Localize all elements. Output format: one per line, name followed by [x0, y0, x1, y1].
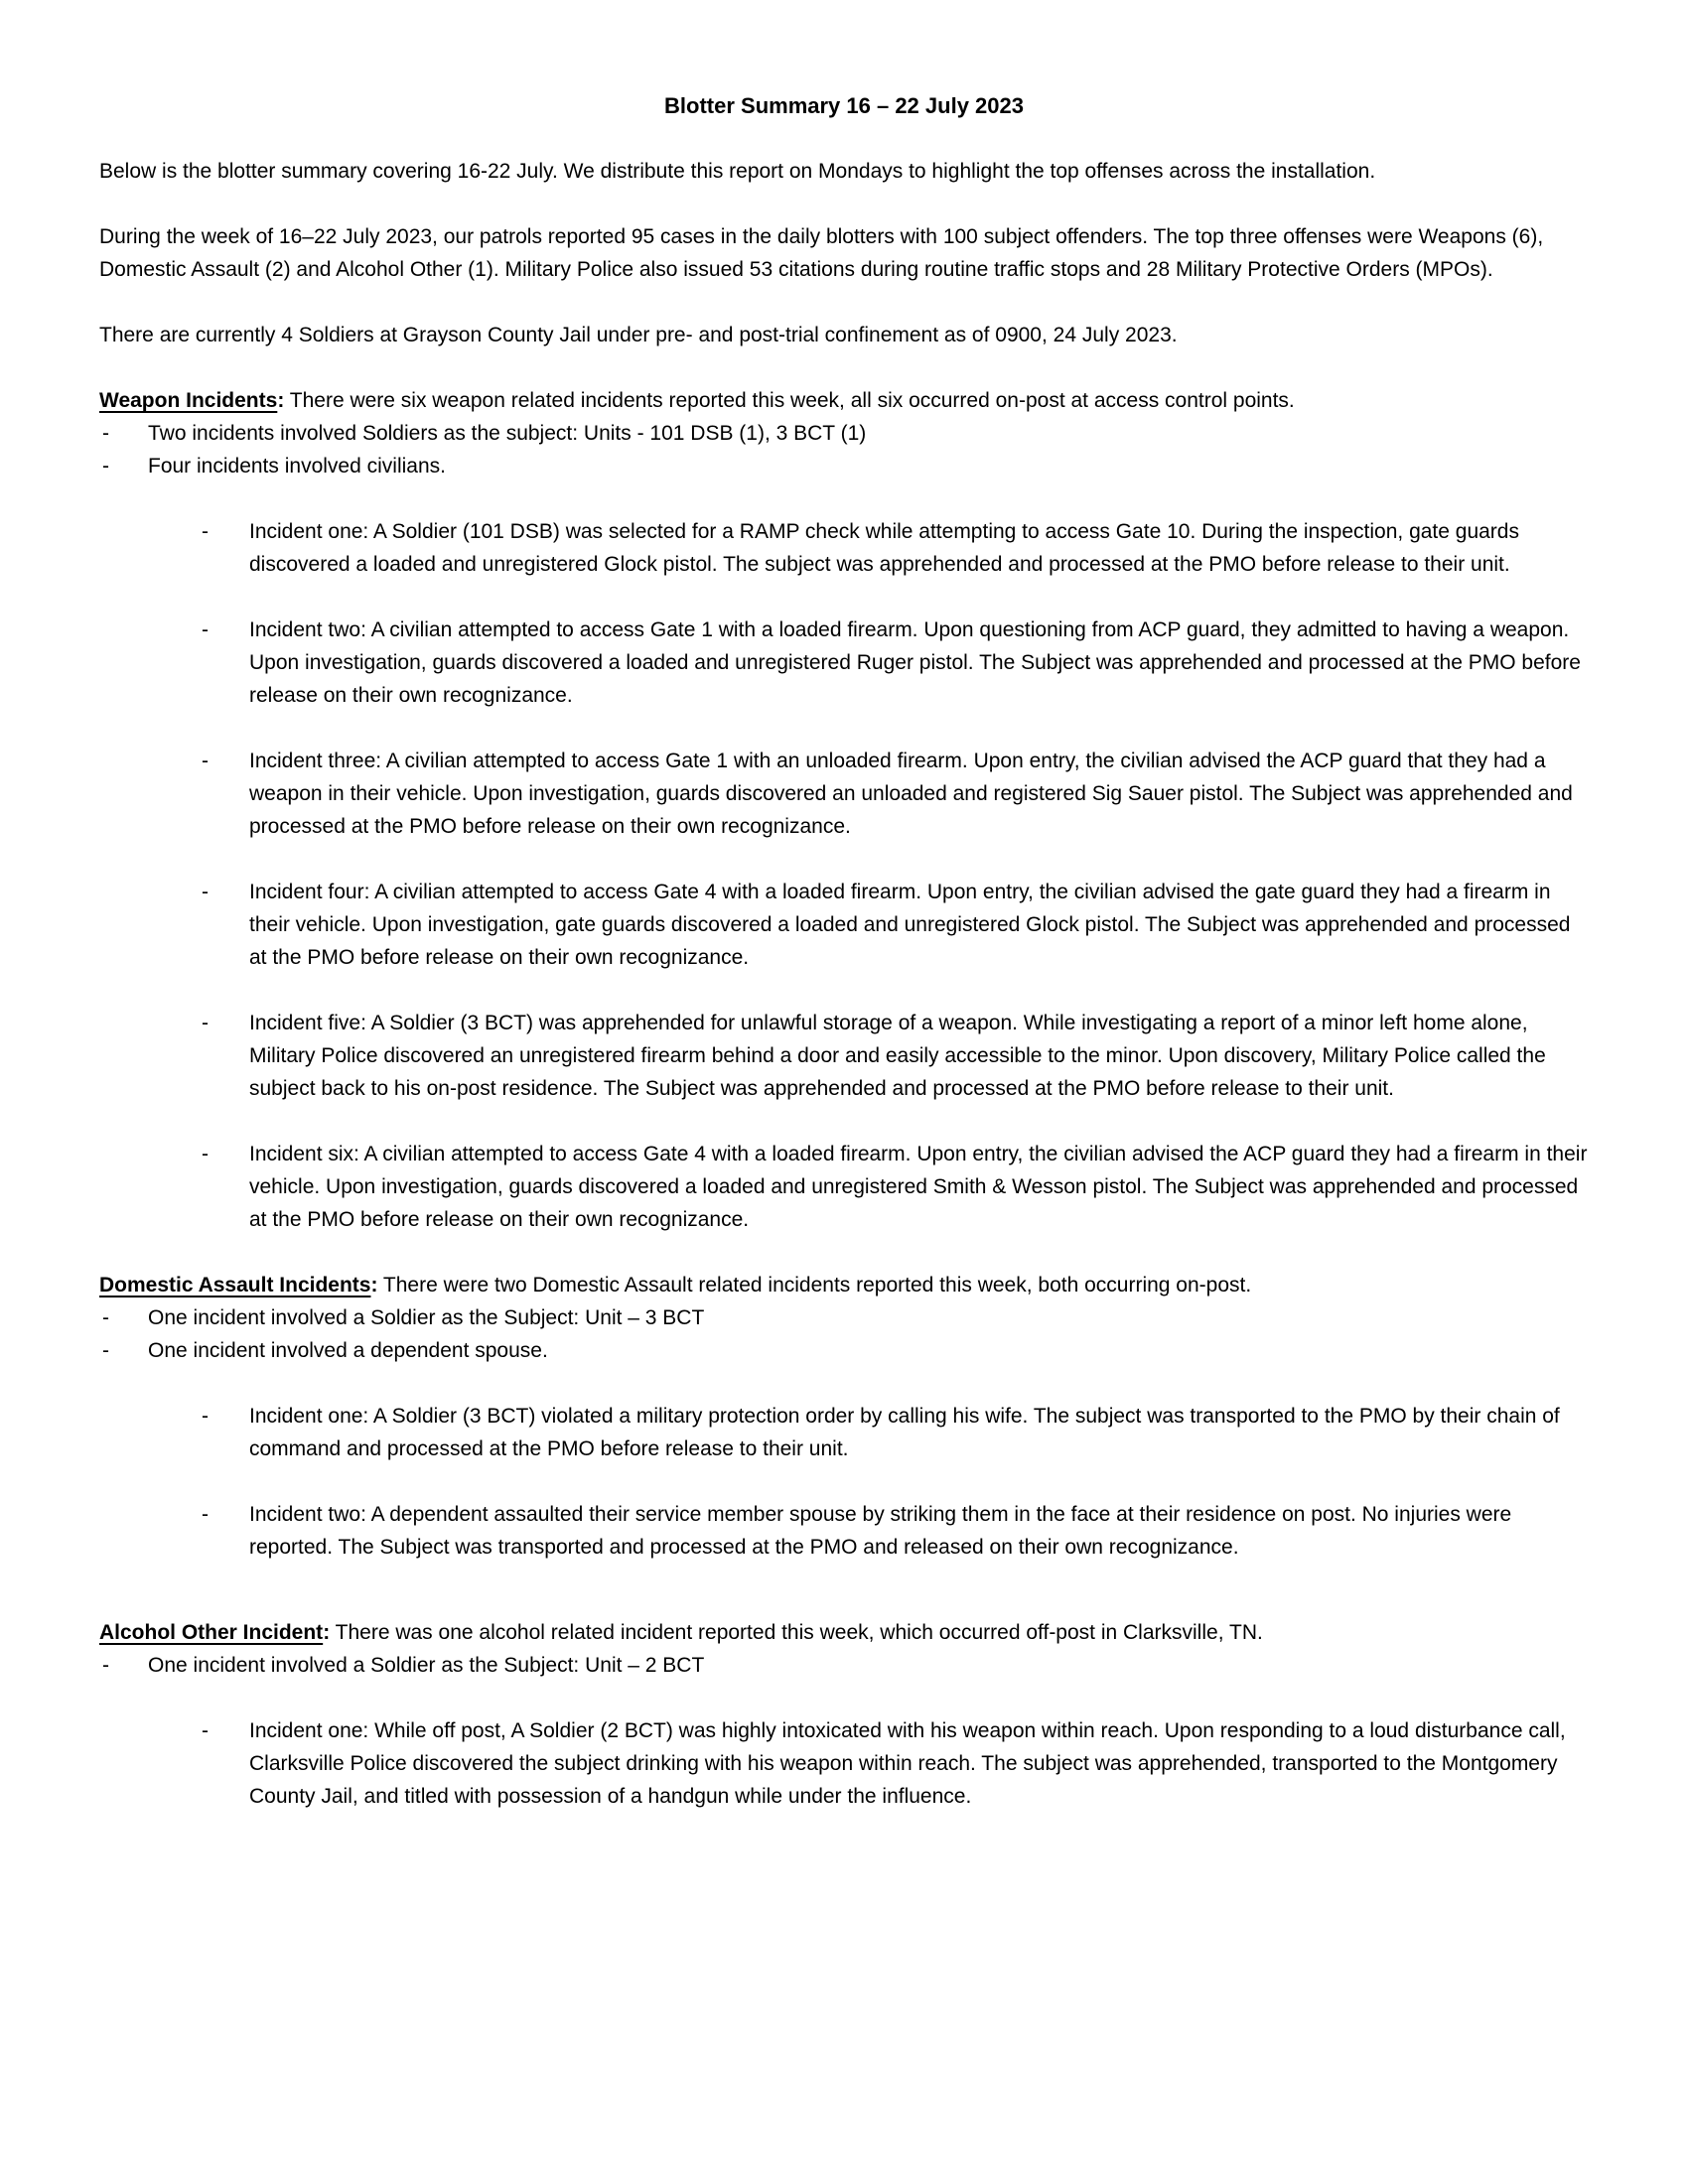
section-heading: Weapon Incidents — [99, 389, 278, 412]
heading-colon: : — [323, 1621, 331, 1644]
intro-paragraph-3: There are currently 4 Soldiers at Grayson County Jail under pre- and post-trial confinement as of 0900, 24 July 2023. — [99, 324, 1178, 346]
section-heading: Alcohol Other Incident — [99, 1621, 324, 1644]
bullet-marker: - — [202, 750, 209, 772]
section-heading-line — [99, 1269, 1589, 1301]
bullet-marker: - — [102, 1654, 109, 1677]
bullet-list — [99, 1301, 1589, 1367]
incident-text: Incident one: A Soldier (3 BCT) violated a military protection order by calling his wife. The subject was transported to the PMO by their chain of command and processed at the PMO before release to their unit. — [249, 1405, 1560, 1460]
incident-paragraph — [199, 1714, 1589, 1813]
bullet-list — [99, 417, 1589, 482]
incident-paragraph — [199, 1498, 1589, 1564]
incident-text: Incident six: A civilian attempted to access Gate 4 with a loaded firearm. Upon entry, the civilian advised the ACP guard they had a firearm in their vehicle. Upon investigation, guards discovered a loaded and unregistered Smith & Wesson pistol. The Subject was apprehended and processed at the PMO before release on their own recognizance. — [249, 1143, 1588, 1231]
section-alcohol-other — [99, 1616, 1589, 1813]
list-item-text: One incident involved a Soldier as the Subject: Unit – 3 BCT — [148, 1306, 705, 1329]
bullet-marker: - — [102, 1339, 109, 1362]
incident-text: Incident two: A dependent assaulted their service member spouse by striking them in the face at their residence on post. No injuries were reported. The Subject was transported and processed at the PMO and released on their own recognizance. — [249, 1503, 1512, 1559]
bullet-marker: - — [202, 1012, 209, 1034]
incident-paragraph — [199, 1138, 1589, 1236]
bullet-marker: - — [202, 881, 209, 903]
section-weapon-incidents — [99, 384, 1589, 1236]
section-heading-line — [99, 384, 1589, 417]
intro-paragraph-1: Below is the blotter summary covering 16-22 July. We distribute this report on Mondays to highlight the top offenses across the installation. — [99, 160, 1376, 183]
heading-colon: : — [277, 389, 285, 412]
document-title: Blotter Summary 16 – 22 July 2023 — [664, 93, 1024, 118]
bullet-marker: - — [102, 1306, 109, 1329]
incident-paragraph — [199, 876, 1589, 974]
list-item-text: One incident involved a Soldier as the Subject: Unit – 2 BCT — [148, 1654, 705, 1677]
incident-text: Incident five: A Soldier (3 BCT) was apprehended for unlawful storage of a weapon. While investigating a report of a minor left home alone, Military Police discovered an unregistered firearm behind a door and easily accessible to the minor. Upon discovery, Military Police called the subject back to his on-post residence. The Subject was apprehended and processed at the PMO before release to their unit. — [249, 1012, 1546, 1100]
bullet-marker: - — [202, 520, 209, 543]
bullet-marker: - — [202, 1503, 209, 1526]
list-item-text: One incident involved a dependent spouse. — [148, 1339, 548, 1362]
incident-text: Incident three: A civilian attempted to access Gate 1 with an unloaded firearm. Upon entry, the civilian advised the ACP guard that they had a weapon in their vehicle. Upon investigation, guards discovered an unloaded and registered Sig Sauer pistol. The Subject was apprehended and processed at the PMO before release on their own recognizance. — [249, 750, 1573, 838]
incident-text: Incident two: A civilian attempted to access Gate 1 with a loaded firearm. Upon questioning from ACP guard, they admitted to having a weapon. Upon investigation, guards discovered a loaded and unregistered Ruger pistol. The Subject was apprehended and processed at the PMO before release on their own recognizance. — [249, 618, 1581, 707]
list-item — [99, 1334, 1589, 1367]
bullet-marker: - — [102, 422, 109, 445]
incident-text: Incident one: While off post, A Soldier (2 BCT) was highly intoxicated with his weapon within reach. Upon responding to a loud disturbance call, Clarksville Police discovered the subject drinking with his weapon within reach. The subject was apprehended, transported to the Montgomery County Jail, and titled with possession of a handgun while under the influence. — [249, 1719, 1566, 1808]
incident-paragraph — [199, 745, 1589, 843]
intro-paragraph-2: During the week of 16–22 July 2023, our patrols reported 95 cases in the daily blotters with 100 subject offenders. The top three offenses were Weapons (6), Domestic Assault (2) and Alcohol Other (1). Military Police also issued 53 citations during routine traffic stops and 28 Military Protective Orders (MPOs). — [99, 225, 1544, 281]
bullet-list — [99, 1649, 1589, 1682]
bullet-marker: - — [202, 1405, 209, 1428]
section-summary: There was one alcohol related incident reported this week, which occurred off-post in Clarksville, TN. — [330, 1621, 1263, 1644]
list-item — [99, 417, 1589, 450]
list-item-text: Four incidents involved civilians. — [148, 455, 446, 478]
section-summary: There were six weapon related incidents reported this week, all six occurred on-post at access control points. — [284, 389, 1295, 412]
section-heading: Domestic Assault Incidents — [99, 1274, 371, 1297]
incident-text: Incident one: A Soldier (101 DSB) was selected for a RAMP check while attempting to access Gate 10. During the inspection, gate guards discovered a loaded and unregistered Glock pistol. The subject was apprehended and processed at the PMO before release to their unit. — [249, 520, 1519, 576]
heading-colon: : — [370, 1274, 378, 1297]
bullet-marker: - — [202, 1719, 209, 1742]
incident-paragraph — [199, 614, 1589, 712]
section-heading-line — [99, 1616, 1589, 1649]
section-domestic-assault — [99, 1269, 1589, 1564]
list-item — [99, 1301, 1589, 1334]
incident-paragraph — [199, 1400, 1589, 1465]
incident-text: Incident four: A civilian attempted to access Gate 4 with a loaded firearm. Upon entry, the civilian advised the gate guard they had a firearm in their vehicle. Upon investigation, gate guards discovered a loaded and unregistered Glock pistol. The Subject was apprehended and processed at the PMO before release on their own recognizance. — [249, 881, 1571, 969]
incident-paragraph — [199, 1007, 1589, 1105]
bullet-marker: - — [202, 1143, 209, 1165]
bullet-marker: - — [102, 455, 109, 478]
list-item-text: Two incidents involved Soldiers as the subject: Units - 101 DSB (1), 3 BCT (1) — [148, 422, 867, 445]
list-item — [99, 1649, 1589, 1682]
list-item — [99, 450, 1589, 482]
bullet-marker: - — [202, 618, 209, 641]
section-summary: There were two Domestic Assault related incidents reported this week, both occurring on-post. — [377, 1274, 1252, 1297]
incident-paragraph — [199, 515, 1589, 581]
